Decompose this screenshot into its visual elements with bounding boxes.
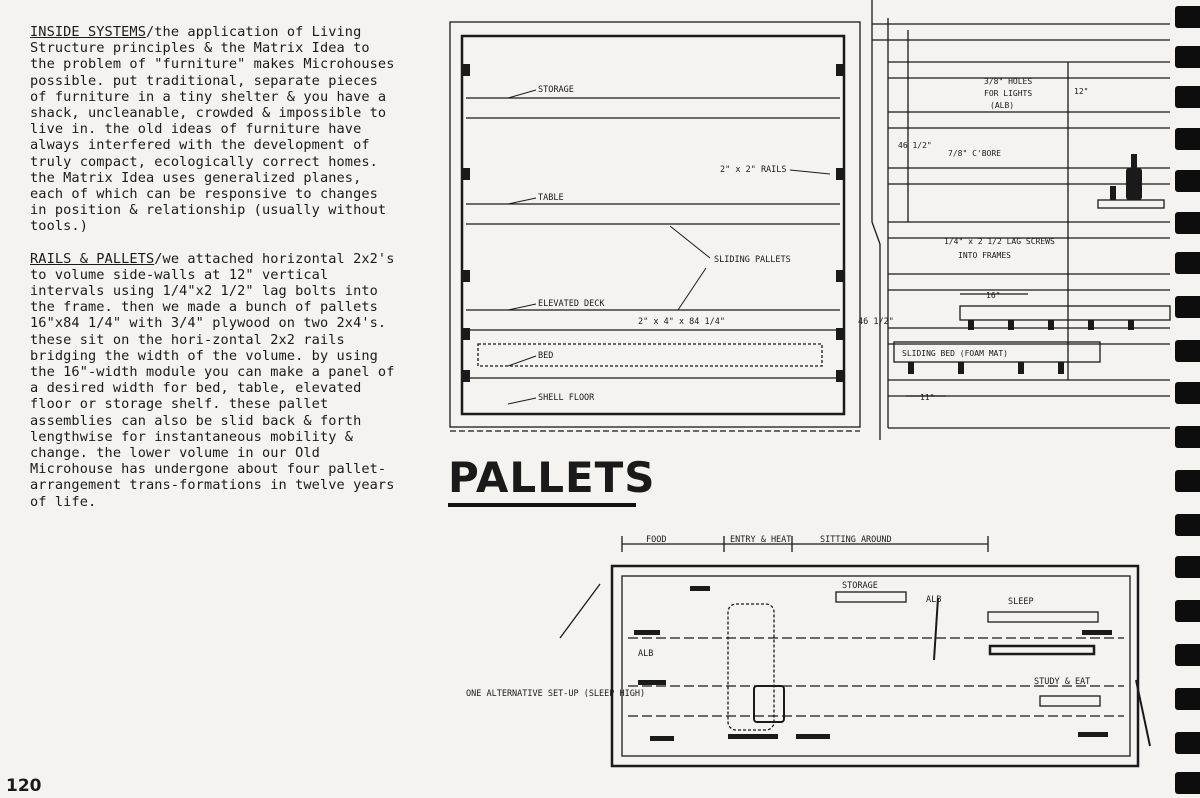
plan-inner bbox=[622, 576, 1130, 756]
heading-inside-systems: INSIDE SYSTEMS bbox=[30, 24, 146, 40]
elevation-pallet-upper bbox=[960, 306, 1170, 320]
plan-label-alb-1: ALB bbox=[926, 595, 942, 605]
wall-break bbox=[872, 222, 880, 244]
wine-bottle bbox=[1126, 168, 1142, 200]
rail-right-5 bbox=[836, 370, 844, 382]
label-height-section: 46 1/2" bbox=[858, 317, 894, 327]
label-table: TABLE bbox=[538, 193, 564, 203]
label-cbore: 7/8" C'BORE bbox=[948, 149, 1001, 158]
label-into-frames: INTO FRAMES bbox=[958, 251, 1011, 260]
section-diagram bbox=[448, 18, 894, 438]
section-title: PALLETS bbox=[448, 453, 656, 502]
shell-inner bbox=[462, 36, 844, 414]
label-lag-screws: 1/4" x 2 1/2 LAG SCREWS bbox=[944, 237, 1055, 246]
label-bed: BED bbox=[538, 351, 554, 361]
label-holes: 3/8" HOLES bbox=[984, 77, 1033, 86]
label-for-lights: FOR LIGHTS bbox=[984, 89, 1033, 98]
label-width-16: 16" bbox=[986, 291, 1001, 300]
label-sliding-bed: SLIDING BED (FOAM MAT) bbox=[902, 349, 1008, 358]
zone-sitting-around: SITTING AROUND bbox=[820, 535, 892, 545]
paragraph-inside-systems bbox=[30, 24, 402, 235]
zone-entry-heat: ENTRY & HEAT bbox=[730, 535, 792, 545]
rail-left-2 bbox=[462, 168, 470, 180]
wall-shelf bbox=[1098, 200, 1164, 208]
label-shell-floor: SHELL FLOOR bbox=[538, 393, 595, 403]
rail-left-3 bbox=[462, 270, 470, 282]
label-elevated-deck: ELEVATED DECK bbox=[538, 299, 605, 309]
storage-pallet bbox=[836, 592, 906, 602]
page-number: 120 bbox=[6, 776, 42, 796]
leader-line bbox=[560, 584, 600, 638]
label-height-elevation: 46 1/2" bbox=[898, 141, 932, 150]
rail-right-1 bbox=[836, 64, 844, 76]
bed-mat bbox=[478, 344, 822, 366]
zone-food: FOOD bbox=[646, 535, 667, 545]
label-alb: (ALB) bbox=[990, 101, 1015, 110]
rail-left-1 bbox=[462, 64, 470, 76]
rail-left-4 bbox=[462, 328, 470, 340]
rail-right-4 bbox=[836, 328, 844, 340]
plan-label-study-eat: STUDY & EAT bbox=[1034, 677, 1091, 687]
label-sliding-pallets: SLIDING PALLETS bbox=[714, 255, 791, 265]
wine-bottle-neck bbox=[1131, 154, 1137, 170]
entry-floor bbox=[728, 604, 774, 730]
plan-diagram bbox=[460, 526, 1160, 774]
plan-label-alternative: ONE ALTERNATIVE SET-UP (SLEEP HIGH) bbox=[466, 689, 646, 699]
paragraph-rails-pallets-body: /we attached horizontal 2x2's to volume side-walls at 12" vertical intervals using 1/4"x2 1/2" lag bolts into the frame. then we made a bunch of pallets 16"x84 1/4" with 3/4" plywood on two 2x4's. these sit on the hori-zontal 2x2 rails bridging the width of the volume. by using the 16"-width module you can make a panel of a desired width for bed, table, elevated floor or storage shelf. these pallet assemblies can also be slid back & forth lengthwise for instantaneous mobility & change. the lower volume in our Old Microhouse has undergone about four pallet-arrangement trans-formations in twelve years of life. bbox=[30, 250, 395, 510]
plan-label-sleep: SLEEP bbox=[1008, 597, 1034, 607]
title-rule bbox=[448, 503, 636, 507]
label-2x4: 2" x 4" x 84 1/4" bbox=[638, 317, 725, 327]
wine-glass bbox=[1110, 186, 1116, 200]
plan-label-storage: STORAGE bbox=[842, 581, 878, 591]
sleep-pallet bbox=[988, 612, 1098, 622]
study-pallet bbox=[1040, 696, 1100, 706]
elevation-diagram bbox=[868, 0, 1170, 440]
rail-left-5 bbox=[462, 370, 470, 382]
label-width-11: 11" bbox=[920, 393, 935, 402]
rail-right-2 bbox=[836, 168, 844, 180]
paragraph-inside-systems-body: /the application of Living Structure principles & the Matrix Idea to the problem of "furniture" makes Microhouses possible. put traditional, separate pieces of furniture in a tiny shelter & you have a shack, uncleanable, crowded & impossible to live in. the old ideas of furniture have always interfered with the development of truly compact, ecologically correct homes. the Matrix Idea uses generalized planes, each of which can be responsive to changes in position & relationship (usually without tools.) bbox=[30, 24, 395, 235]
paragraph-rails-pallets bbox=[30, 251, 402, 510]
sleep-bed-edge bbox=[990, 646, 1094, 654]
body-text bbox=[30, 24, 402, 526]
plan-label-alb-2: ALB bbox=[638, 649, 654, 659]
label-spacing-12: 12" bbox=[1074, 87, 1089, 96]
spiral-binding bbox=[1171, 0, 1200, 798]
rail-right-3 bbox=[836, 270, 844, 282]
label-storage: STORAGE bbox=[538, 85, 574, 95]
heading-rails-pallets: RAILS & PALLETS bbox=[30, 250, 155, 267]
plan-shell bbox=[612, 566, 1138, 766]
label-rails: 2" x 2" RAILS bbox=[720, 165, 787, 175]
